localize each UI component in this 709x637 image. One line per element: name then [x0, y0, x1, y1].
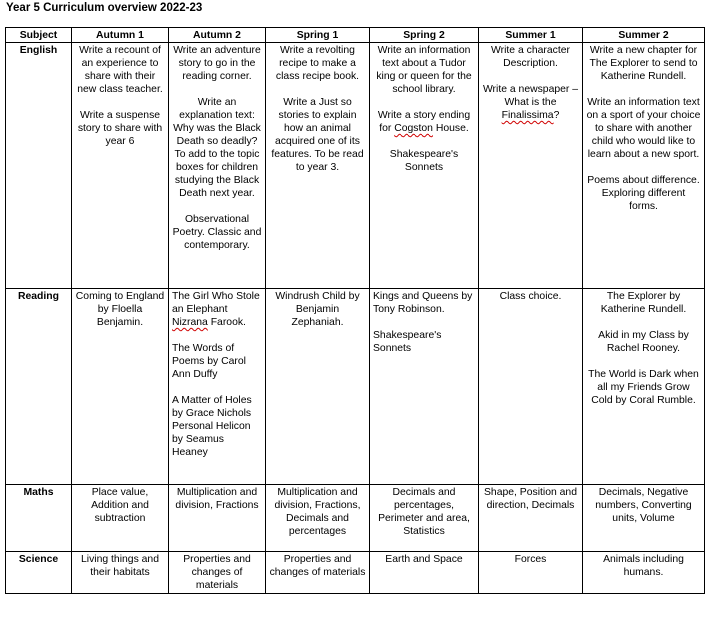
reading-autumn-2-p1 [172, 290, 262, 329]
reading-autumn-2 [169, 289, 266, 485]
reading-spring-2-p2: Shakespeare's Sonnets [373, 330, 442, 354]
science-summer-2: Animals including humans. [583, 552, 705, 594]
spellcheck-word: Nizrana [172, 317, 208, 328]
english-autumn-1-p2: Write a suspense story to share with year 6 [77, 110, 163, 147]
english-row [6, 43, 705, 289]
english-spring-2-p3: Shakespeare's Sonnets [389, 149, 459, 173]
reading-autumn-2-p2: The Words of Poems by Carol Ann Duffy [172, 343, 246, 380]
maths-autumn-2: Multiplication and division, Fractions [169, 485, 266, 552]
science-summer-1: Forces [479, 552, 583, 594]
header-subject: Subject [6, 28, 72, 43]
spellcheck-word: Finalissima [501, 110, 554, 121]
english-autumn-2-p2: Write an explanation text: Why was the Black Death so deadly? To add to the topic boxes for children studying the Black Death next year. [173, 97, 261, 199]
maths-spring-1: Multiplication and division, Fractions, Decimals and percentages [266, 485, 370, 552]
english-autumn-2-p3: Observational Poetry. Classic and contemporary. [172, 214, 262, 251]
english-summer-1 [479, 43, 583, 289]
reading-autumn-2-p3 [172, 394, 262, 459]
text-segment: ? [553, 110, 560, 121]
maths-summer-1: Shape, Position and direction, Decimals [479, 485, 583, 552]
text-line: Personal Helicon by Seamus Heaney [172, 421, 251, 458]
english-summer-2-p1: Write a new chapter for The Explorer to send to Katherine Rundell. [589, 45, 698, 82]
english-autumn-1 [72, 43, 169, 289]
subject-science: Science [6, 552, 72, 594]
reading-autumn-1: Coming to England by Floella Benjamin. [72, 289, 169, 485]
text-segment: The Girl Who Stole an Elephant [172, 291, 260, 315]
header-row [6, 28, 705, 43]
maths-summer-2: Decimals, Negative numbers, Converting units, Volume [583, 485, 705, 552]
english-autumn-2 [169, 43, 266, 289]
text-segment: House. [432, 123, 469, 134]
curriculum-table [5, 27, 705, 594]
maths-spring-2: Decimals and percentages, Perimeter and area, Statistics [370, 485, 479, 552]
subject-maths: Maths [6, 485, 72, 552]
header-autumn-1: Autumn 1 [72, 28, 169, 43]
reading-summer-2-p1: The Explorer by Katherine Rundell. [600, 291, 687, 315]
subject-english: English [6, 43, 72, 289]
science-spring-2: Earth and Space [370, 552, 479, 594]
science-row [6, 552, 705, 594]
reading-summer-1: Class choice. [479, 289, 583, 485]
english-summer-1-p2 [482, 83, 579, 122]
reading-summer-2 [583, 289, 705, 485]
maths-autumn-1: Place value, Addition and subtraction [72, 485, 169, 552]
english-spring-1-p1: Write a revolting recipe to make a class recipe book. [275, 45, 360, 82]
english-spring-2-p2 [373, 109, 475, 135]
english-summer-2-p2: Write an information text on a sport of your choice to share with another child who would like to learn about a new sport. [586, 97, 701, 160]
header-summer-1: Summer 1 [479, 28, 583, 43]
english-spring-1-p2: Write a Just so stories to explain how an animal acquired one of its features. To be read to year 3. [271, 97, 364, 173]
science-autumn-2: Properties and changes of materials [169, 552, 266, 594]
text-line: A Matter of Holes by Grace Nichols [172, 395, 252, 419]
header-autumn-2: Autumn 2 [169, 28, 266, 43]
text-segment: Write a story ending for [377, 110, 471, 134]
spellcheck-word: Cogston [394, 123, 433, 134]
reading-spring-2 [370, 289, 479, 485]
reading-spring-1: Windrush Child by Benjamin Zephaniah. [266, 289, 370, 485]
reading-summer-2-p2: Akid in my Class by Rachel Rooney. [598, 330, 689, 354]
header-spring-1: Spring 1 [266, 28, 370, 43]
english-autumn-1-p1: Write a recount of an experience to share with their new class teacher. [77, 45, 163, 95]
english-spring-1 [266, 43, 370, 289]
english-spring-2 [370, 43, 479, 289]
reading-summer-2-p3: The World is Dark when all my Friends Grow Cold by Coral Rumble. [588, 369, 699, 406]
maths-row [6, 485, 705, 552]
english-spring-2-p1: Write an information text about a Tudor king or queen for the school library. [376, 45, 472, 95]
reading-row [6, 289, 705, 485]
science-spring-1: Properties and changes of materials [266, 552, 370, 594]
text-segment: Farook. [207, 317, 246, 328]
header-summer-2: Summer 2 [583, 28, 705, 43]
text-segment: Write a newspaper –What is the [482, 84, 579, 108]
reading-spring-2-p1: Kings and Queens by Tony Robinson. [373, 291, 473, 315]
english-summer-1-p1: Write a character Description. [491, 45, 570, 69]
subject-reading: Reading [6, 289, 72, 485]
header-spring-2: Spring 2 [370, 28, 479, 43]
english-summer-2 [583, 43, 705, 289]
science-autumn-1: Living things and their habitats [72, 552, 169, 594]
english-summer-2-p3: Poems about difference. Exploring different forms. [587, 175, 700, 212]
english-autumn-2-p1: Write an adventure story to go in the reading corner. [173, 45, 261, 82]
document-title: Year 5 Curriculum overview 2022-23 [6, 2, 203, 14]
